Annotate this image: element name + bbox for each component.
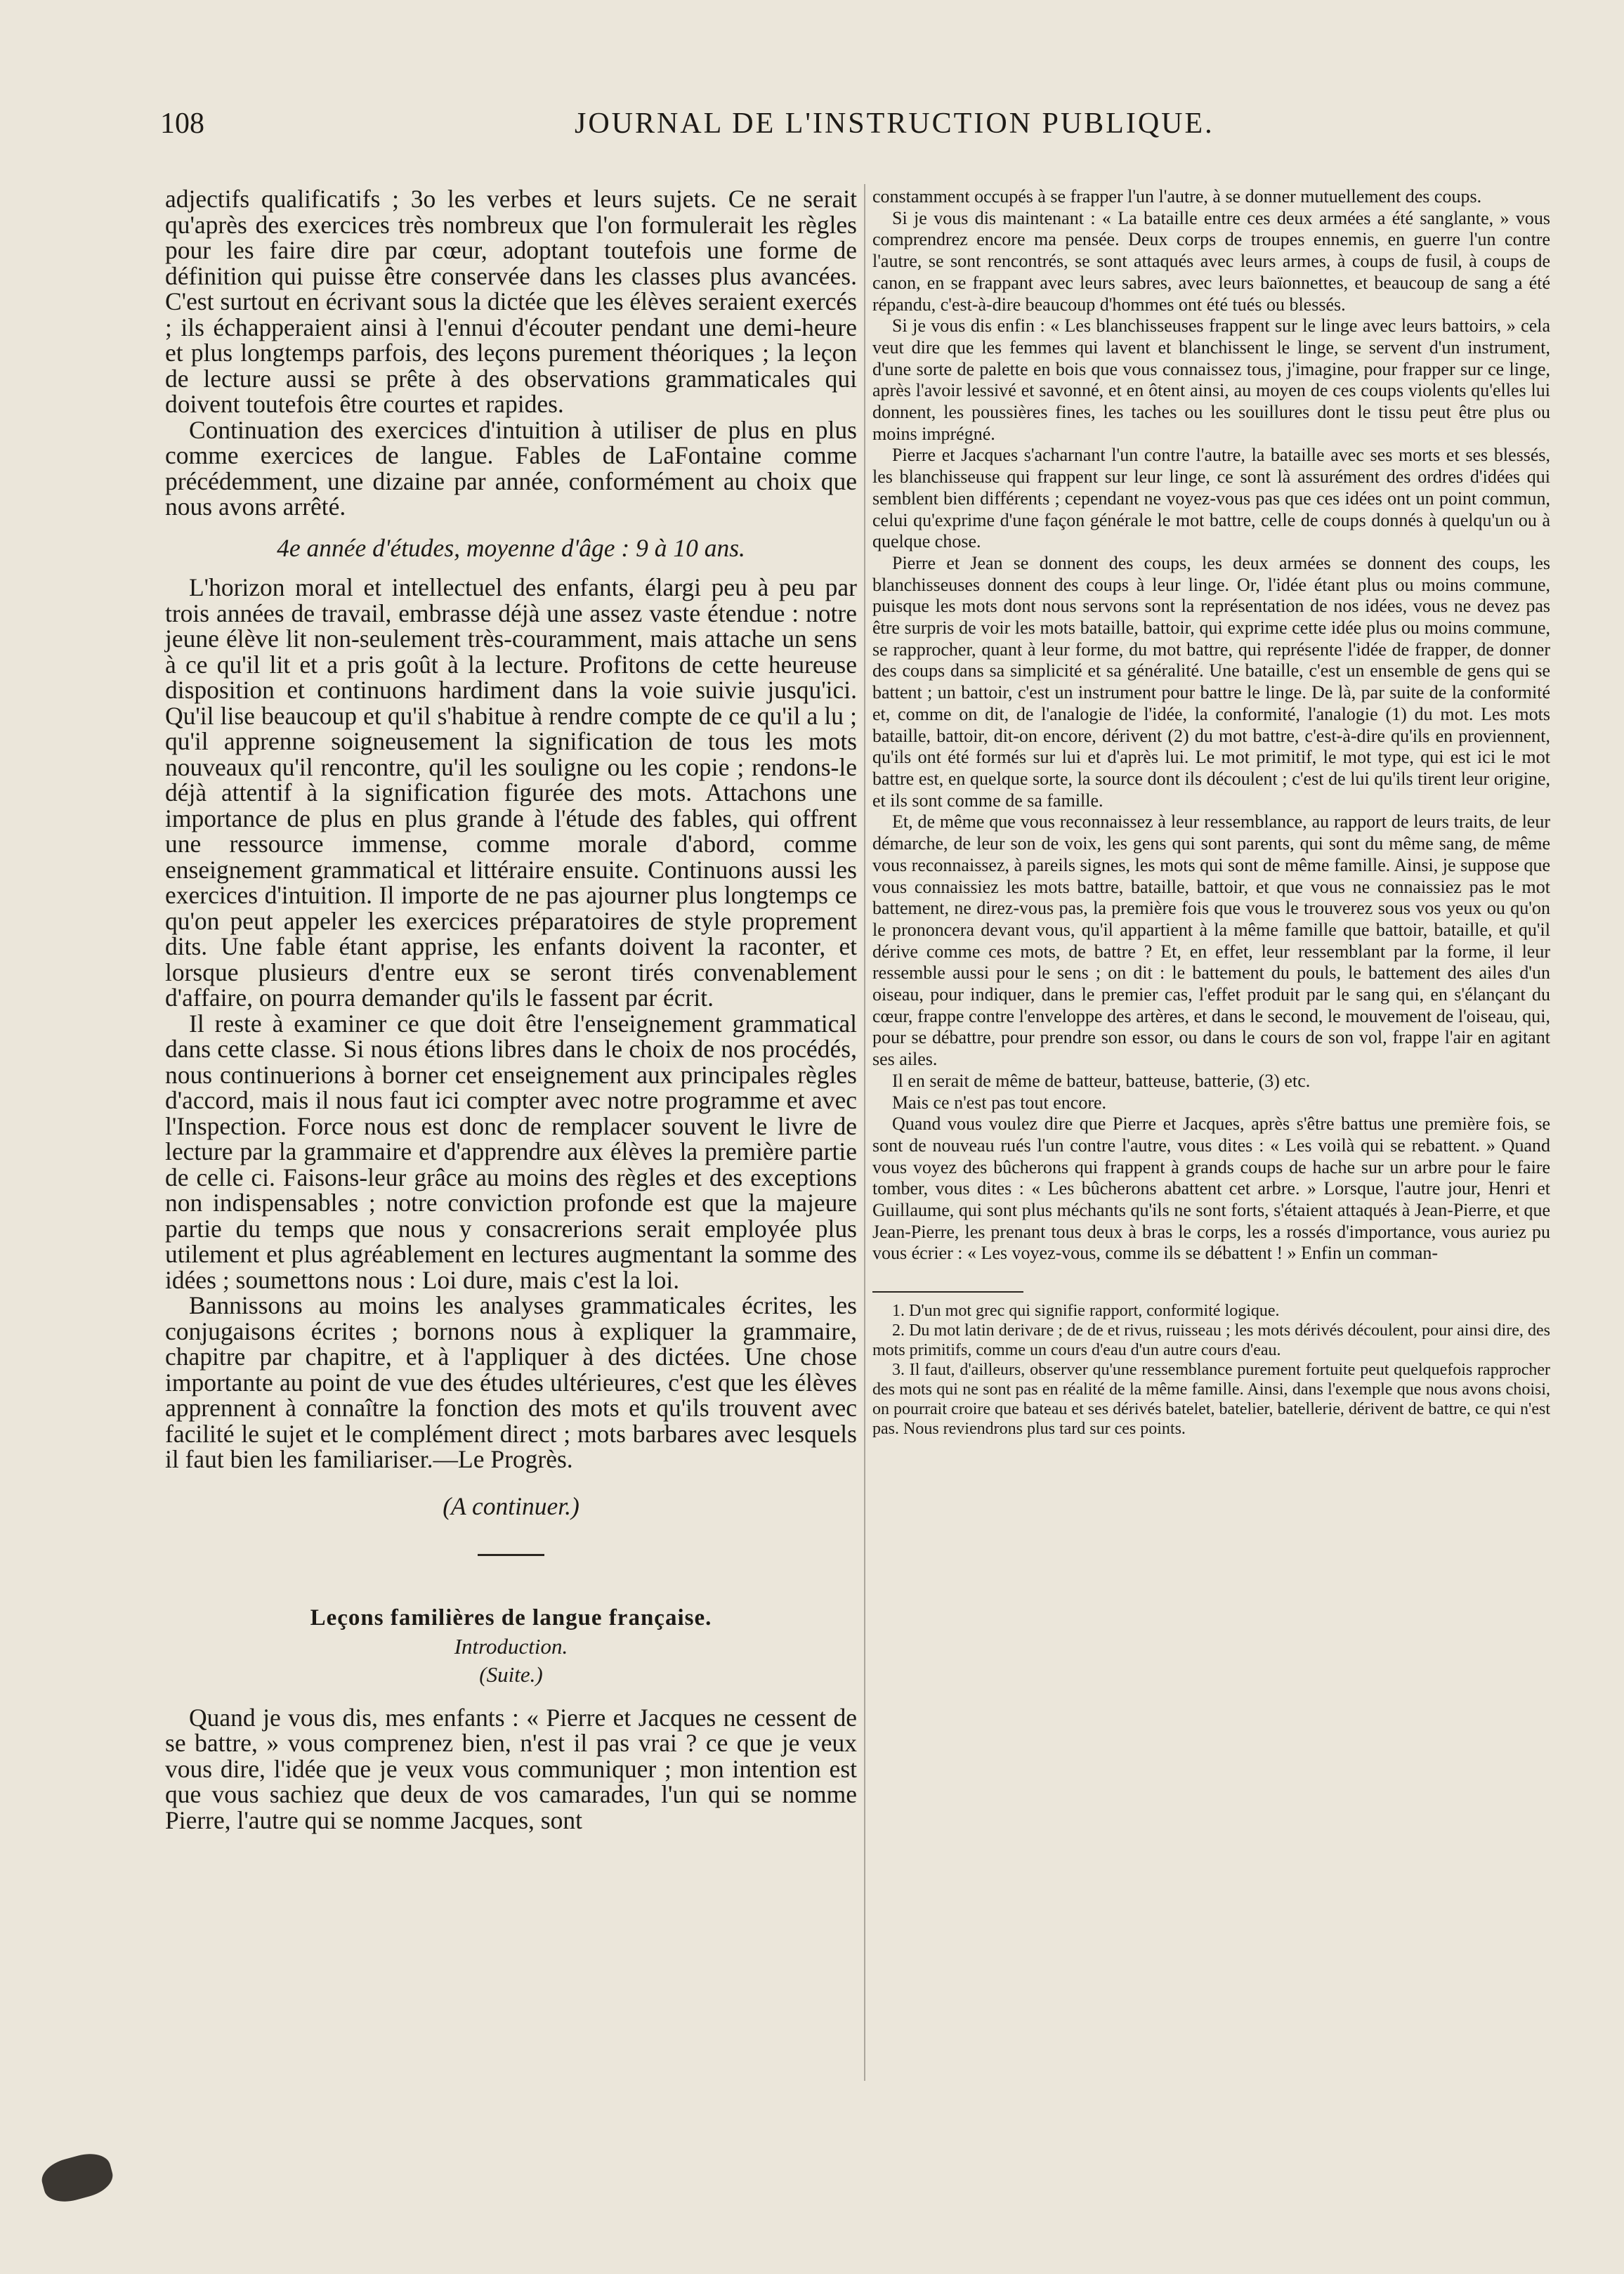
paragraph: Pierre et Jean se donnent des coups, les deux armées se donnent des coups, les blanchisseuses donnent des coups à leur linge. Or, l'idée étant plus ou moins commune, puisque les mots dont nous servons sont la représentation de nos idées, vous ne devez pas être surpris de voir les mots bataille, battoir, qui exprime cette idée plus ou moins commune, se rapprocher, quant à leur forme, du mot battre, qui représente l'idée de frapper, de donner des coups dans sa simplicité et sa généralité. Une bataille, c'est un ensemble de gens qui se battent ; un battoir, c'est un instrument pour battre le linge. De là, par suite de la conformité et, comme on dit, de l'analogie de l'idée, la conformité, l'analogie (1) du mot. Les mots bataille, battoir, dit-on encore, dérivent (2) du mot battre, c'est-à-dire qu'ils en proviennent, qu'ils ont été formés sur lui et d'après lui. Le mot primitif, le mot type, qui est ici le mot battre est, en quelque sorte, la source dont ils découlent ; c'est de lui qu'ils tirent leur origine, et ils sont comme de sa famille. [872,552,1550,811]
footnote: 1. D'un mot grec qui signifie rapport, conformité logique. [892,1302,1280,1321]
paragraph: Il en serait de même de batteur, batteuse, batterie, (3) etc. [892,1070,1311,1091]
paragraph: Pierre et Jacques s'acharnant l'un contre l'autre, la bataille avec ses morts et ses blessés, les blanchisseuse qui frappent sur leur linge, ce sont là assurément des ordres d'idées qui semblent bien différents ; cependant ne voyez-vous pas que ces idées ont un point commun, celui qu'exprime d'une façon générale le mot battre, celle de coups donnés à quelqu'un ou à quelque chose. [872,445,1550,552]
paragraph: adjectifs qualificatifs ; 3o les verbes et leurs sujets. Ce ne serait qu'après des exercices très nombreux que l'on formulerait les règles pour les faire dire par cœur, adoptant toutefois une forme de définition qui puisse être conservée dans les classes plus avancées. C'est surtout en écrivant sous la dictée que les élèves seraient exercés ; ils échapperaient ainsi à l'ennui d'écouter pendant une demi-heure et plus longtemps parfois, des leçons purement théoriques ; la leçon de lecture aussi se prête à des observations grammaticales qui doivent toutefois être courtes et rapides. [165,185,857,418]
section-rule [478,1554,544,1556]
paragraph: Bannissons au moins les analyses grammaticales écrites, les conjugaisons écrites ; bornons nous à expliquer la grammaire, chapitre par chapitre, et à l'appliquer à des dictées. Une chose importante au point de vue des études ultérieures, c'est que les élèves apprennent à connaître la fonction des mots et qu'ils trouvent avec facilité le sujet et le complément direct ; mots barbares avec lesquels il faut bien les familiariser.—Le Progrès. [165,1291,857,1473]
section-title: Leçons familières de langue française. [310,1605,712,1631]
footnote: 3. Il faut, d'ailleurs, observer qu'une ressemblance purement fortuite peut quelquefois rapprocher des mots qui ne sont pas en réalité de la même famille. Ainsi, dans l'exemple que nous avons choisi, on pourrait croire que bateau et ses dérivés batelet, batelier, batellerie, dérivent de battre, ce qui n'est pas. Nous reviendrons plus tard sur ces points. [872,1361,1550,1439]
paragraph: Continuation des exercices d'intuition à utiliser de plus en plus comme exercices de langue. Fables de LaFontaine comme précédemment, une dizaine par année, conformément au choix que nous avons arrêté. [165,415,857,521]
footnote-rule [872,1291,1023,1293]
footnote: 2. Du mot latin derivare ; de de et rivus, ruisseau ; les mots dérivés découlent, pour ainsi dire, des mots primitifs, comme un cours d'eau d'un autre cours d'eau. [872,1321,1550,1360]
paragraph: Quand je vous dis, mes enfants : « Pierre et Jacques ne cessent de se battre, » vous comprenez bien, n'est il pas vrai ? ce que je veux vous dire, l'idée que je veux vous communiquer ; mon intention est que vous sachiez que deux de vos camarades, l'un qui se nomme Pierre, l'autre qui se nomme Jacques, sont [165,1703,857,1834]
right-column [872,186,1550,1439]
paragraph: constamment occupés à se frapper l'un l'autre, à se donner mutuellement des coups. [872,186,1482,207]
paragraph: Si je vous dis enfin : « Les blanchisseuses frappent sur le linge avec leurs battoirs, » cela veut dire que les femmes qui lavent et blanchissent le linge, se servent d'un instrument, d'une sorte de palette en bois que vous connaissez tous, j'imagine, pour frapper sur ce linge, après l'avoir lessivé et savonné, et en ôtent ainsi, au moyen de ces coups violents qu'elles lui donnent, les poussières fines, les taches ou les souillures dont le tissu peut être plus ou moins imprégné. [872,315,1550,444]
column-divider [864,184,865,2081]
footnotes [872,1301,1550,1439]
journal-title: JOURNAL DE L'INSTRUCTION PUBLIQUE. [575,107,1214,140]
ink-mark [38,2148,117,2207]
to-be-continued: (A continuer.) [443,1491,579,1520]
paragraph: Et, de même que vous reconnaissez à leur ressemblance, au rapport de leurs traits, de leur démarche, de leur son de voix, les gens qui sont parents, qui sont du même sang, de même vous reconnaissez, à pareils signes, les mots qui sont de même famille. Ainsi, je suppose que vous connaissiez les mots battre, bataille, battoir, et que vous ne connaissiez pas le mot battement, ne direz-vous pas, la première fois que vous le trouverez sous vos yeux ou qu'on le prononcera devant vous, qu'il appartient à la même famille que battoir, bataille, et qu'il dérive comme ces mots, de battre ? Et, en effet, leur ressemblant par la forme, il leur ressemble aussi pour le sens ; on dit : le battement du pouls, le battement des ailes d'un oiseau, pour indiquer, dans le premier cas, l'effet produit par le sang qui, en s'élançant du cœur, frappe contre l'enveloppe des artères, et dans le second, le mouvement de l'oiseau, qui, pour se débattre, pour prendre son essor, ou dans le cours de son vol, frappe l'air en agitant ses ailes. [872,811,1550,1070]
section-subtitle-year: 4e année d'études, moyenne d'âge : 9 à 10 ans. [277,533,745,562]
paragraph: Mais ce n'est pas tout encore. [892,1092,1107,1113]
left-column [165,186,857,1833]
page-header [160,107,1509,149]
paragraph: Si je vous dis maintenant : « La bataille entre ces deux armées a été sanglante, » vous comprendrez encore ma pensée. Deux corps de troupes ennemis, en guerre l'un contre l'autre, se sont rencontrés, se sont attaqués avec leurs armes, à coups de fusil, à coups de canon, en se frappant avec leurs sabres, avec leurs baïonnettes, et beaucoup de sang a été répandu, c'est-à-dire beaucoup d'hommes ont été tués ou blessés. [872,207,1550,315]
paragraph: L'horizon moral et intellectuel des enfants, élargi peu à peu par trois années de travail, embrasse déjà une assez vaste étendue : notre jeune élève lit non-seulement très-couramment, mais attache un sens à ce qu'il lit et a pris goût à la lecture. Profitons de cette heureuse disposition et continuons hardiment dans la voie suivie jusqu'ici. Qu'il lise beaucoup et qu'il s'habitue à rendre compte de ce qu'il a lu ; qu'il apprenne soigneusement la signification de tous les mots nouveaux qu'il rencontre, qu'il les souligne ou les copie ; rendons-le déjà attentif à la signification figurée des mots. Attachons une importance de plus en plus grande à l'étude des fables, qui offrent une ressource immense, comme morale d'abord, comme enseignement grammatical et littéraire ensuite. Continuons aussi les exercices d'intuition. Il importe de ne pas ajourner plus longtemps ce qu'on peut appeler les exercices préparatoires de style proprement dits. Une fable étant apprise, les enfants doivent la raconter, et lorsque plusieurs d'entre eux se seront tirés convenablement d'affaire, on pourra demander qu'ils le fassent par écrit. [165,573,857,1012]
section-introduction: Introduction. [454,1633,568,1659]
section-suite: (Suite.) [479,1662,543,1687]
paragraph: Il reste à examiner ce que doit être l'enseignement grammatical dans cette classe. Si nous étions libres dans le choix de nos procédés, nous continuerions à borner cet enseignement aux principales règles d'accord, mais il nous faut ici compter avec notre programme et avec l'Inspection. Force nous est donc de remplacer souvent le livre de lecture par la grammaire et d'apprendre aux élèves la première partie de celle ci. Faisons-leur grâce au moins des règles et des exceptions non indispensables ; notre conviction profonde est que la majeure partie du temps que nous y consacrerions serait employée plus utilement et plus agréablement en lectures augmentant la somme des idées ; soumettons nous : Loi dure, mais c'est la loi. [165,1009,857,1294]
page-number: 108 [160,107,204,140]
paragraph: Quand vous voulez dire que Pierre et Jacques, après s'être battus une première fois, se sont de nouveau rués l'un contre l'autre, vous dites : « Les voilà qui se rebattent. » Quand vous voyez des bûcherons qui frappent à grands coups de hache sur un arbre pour le faire tomber, vous dites : « Les bûcherons abattent cet arbre. » Lorsque, l'autre jour, Henri et Guillaume, qui sont plus méchants qu'ils ne sont forts, s'étaient attaqués à Jean-Pierre, et que Jean-Pierre, les prenant tous deux à bras le corps, les a rossés d'importance, vous auriez pu vous écrier : « Les voyez-vous, comme ils se débattent ! » Enfin un comman- [872,1113,1550,1264]
